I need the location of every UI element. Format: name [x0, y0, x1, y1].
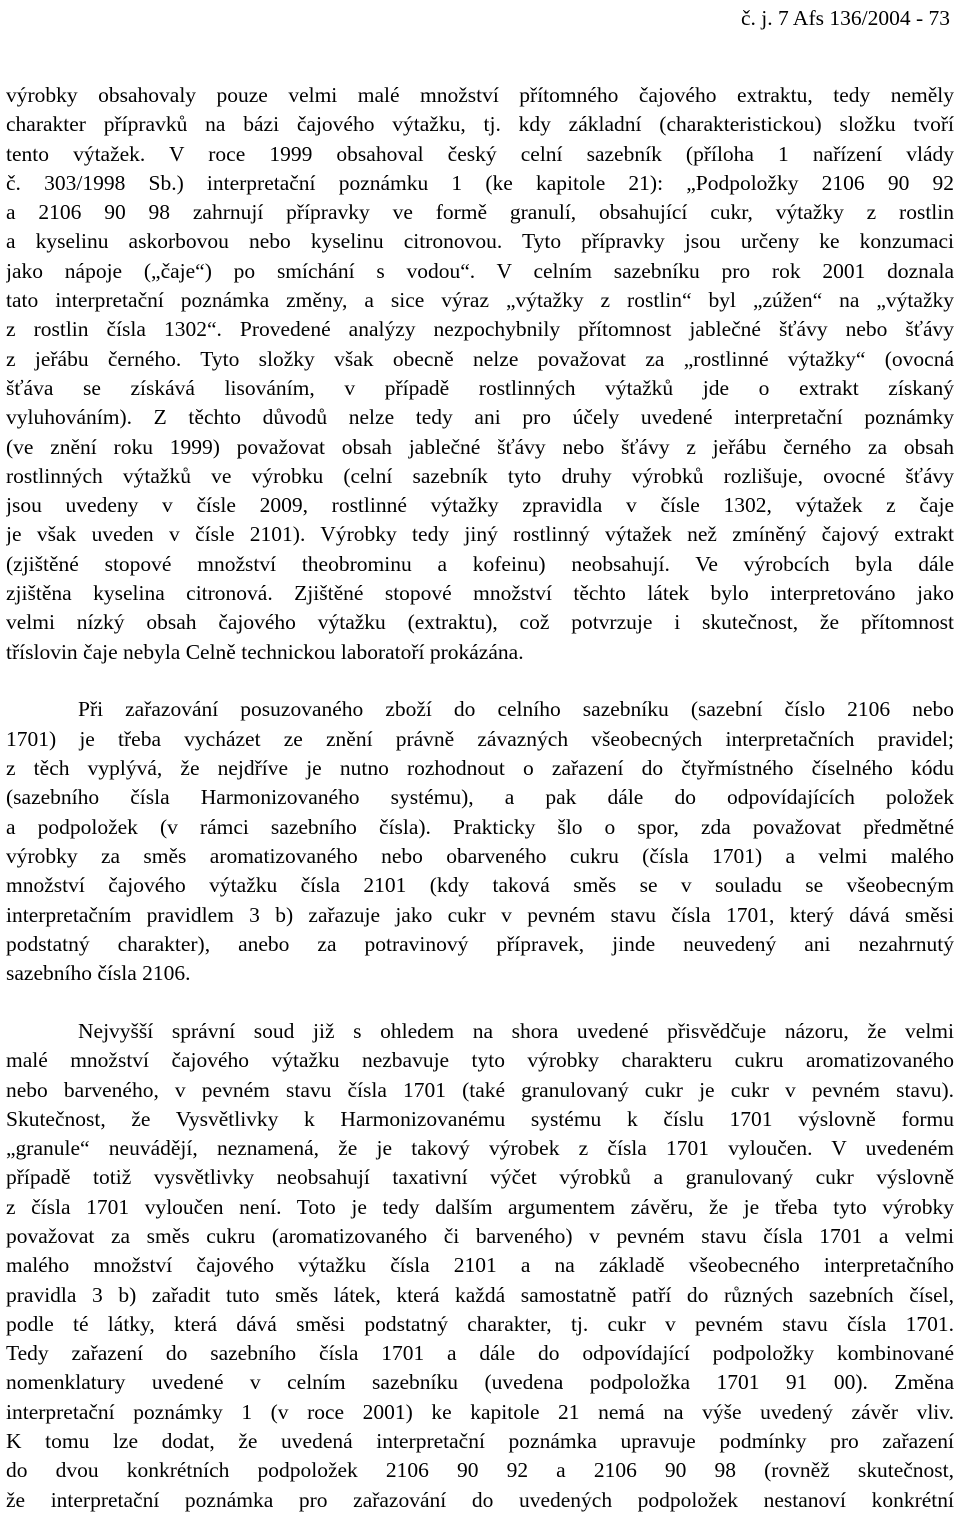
text-line: podle té látky, která dává směsi podstatný charakter, tj. cukr v pevném stavu čísla 1701.: [6, 1311, 954, 1336]
text-line: vyluhováním). Z těchto důvodů nelze tedy ani pro účely uvedené interpretační poznámky: [6, 405, 954, 430]
text-line: podstatný charakter), anebo za potravinový přípravek, jinde neuvedený ani nezahrnutý: [6, 931, 954, 956]
text-line: Při zařazování posuzovaného zboží do celního sazebníku (sazební číslo 2106 nebo: [78, 697, 954, 722]
text-line: sazebního čísla 2106.: [6, 961, 191, 986]
text-line: charakter přípravků na bázi čajového výtažku, tj. kdy základní (charakteristickou) složku tvoří: [6, 112, 954, 137]
text-line: jsou uvedeny v čísle 2009, rostlinné výtažky zpravidla v čísle 1302, výtažek z čaje: [6, 493, 954, 518]
text-line: „granule“ neuvádějí, neznamená, že je takový výrobek z čísla 1701 vyloučen. V uvedeném: [6, 1136, 954, 1161]
text-line: a kyselinu askorbovou nebo kyselinu citronovou. Tyto přípravky jsou určeny ke konzumaci: [6, 229, 954, 254]
text-line: tříslovin čaje nebyla Celně technickou laboratoří prokázána.: [6, 639, 524, 664]
text-line: Tedy zařazení do sazebního čísla 1701 a dále do odpovídající podpoložky kombinované: [6, 1341, 954, 1366]
text-line: považovat za směs cukru (aromatizovaného či barveného) v pevném stavu čísla 1701 a velmi: [6, 1223, 954, 1248]
text-line: je však uveden v čísle 2101). Výrobky tedy jiný rostlinný výtažek než zmíněný čajový extrakt: [6, 522, 954, 547]
text-line: množství čajového výtažku čísla 2101 (kdy taková směs se v souladu se všeobecným: [6, 873, 954, 898]
text-line: výrobky za směs aromatizovaného nebo obarveného cukru (čísla 1701) a velmi malého: [6, 843, 954, 868]
text-line: šťáva se získává lisováním, v případě rostlinných výtažků jde o extrakt získaný: [6, 375, 954, 400]
text-line: č. 303/1998 Sb.) interpretační poznámku 1 (ke kapitole 21): „Podpoložky 2106 90 92: [6, 170, 954, 195]
text-line: do dvou konkrétních podpoložek 2106 90 92 a 2106 90 98 (rovněž skutečnost,: [6, 1458, 954, 1483]
text-line: rostlinných výtažků ve výrobku (celní sazebník tyto druhy výrobků rozlišuje, ovocné šťávy: [6, 463, 954, 488]
case-number-header: č. j. 7 Afs 136/2004 - 73: [740, 6, 950, 30]
text-line: zjištěna kyselina citronová. Zjištěné stopové množství těchto látek bylo interpretováno jako: [6, 581, 954, 606]
text-line: výrobky obsahovaly pouze velmi malé množství přítomného čajového extraktu, tedy neměly: [6, 83, 954, 107]
text-line: nebo barveného, v pevném stavu čísla 1701 (také granulovaný cukr je cukr v pevném stavu).: [6, 1077, 954, 1102]
text-line: malého množství čajového výtažku čísla 2101 a na základě všeobecného interpretačního: [6, 1253, 954, 1278]
text-line: z rostlin čísla 1302“. Provedené analýzy nezpochybnily přítomnost jablečné šťávy nebo šťávy: [6, 317, 954, 342]
text-line: (zjištěné stopové množství theobrominu a kofeinu) neobsahují. Ve výrobcích byla dále: [6, 551, 954, 576]
text-line: pravidla 3 b) zařadit tuto směs látek, která každá samostatně patří do různých sazebních čísel,: [6, 1282, 954, 1307]
text-line: tato interpretační poznámka změny, a sice výraz „výtažky z rostlin“ byl „zúžen“ na „výtažky: [6, 288, 954, 313]
text-line: z těch vyplývá, že nejdříve je nutno rozhodnout o zařazení do čtyřmístného číselného kódu: [6, 756, 954, 781]
paragraph-1: [6, 81, 954, 667]
text-line: a 2106 90 98 zahrnují přípravky ve formě granulí, obsahující cukr, výtažky z rostlin: [6, 200, 954, 225]
text-line: tento výtažek. V roce 1999 obsahoval český celní sazebník (příloha 1 nařízení vlády: [6, 141, 954, 166]
paragraph-3: [6, 1017, 954, 1515]
document-body: [6, 81, 954, 1515]
text-line: že interpretační poznámka pro zařazování do uvedených podpoložek nestanoví konkrétní: [6, 1487, 954, 1512]
text-line: interpretačním pravidlem 3 b) zařazuje jako cukr v pevném stavu čísla 1701, který dává směsi: [6, 902, 954, 927]
text-line: z čísla 1701 vyloučen není. Toto je tedy dalším argumentem závěru, že je třeba tyto výrobky: [6, 1194, 954, 1219]
text-line: K tomu lze dodat, že uvedená interpretační poznámka upravuje podmínky pro zařazení: [6, 1429, 954, 1454]
text-line: 1701) je třeba vycházet ze znění právně závazných všeobecných interpretačních pravidel;: [6, 726, 954, 751]
text-line: (ve znění roku 1999) považovat obsah jablečné šťávy nebo šťávy z jeřábu černého za obsah: [6, 434, 954, 459]
text-line: a podpoložek (v rámci sazebního čísla). Prakticky šlo o spor, zda považovat předmětné: [6, 814, 954, 839]
text-line: jako nápoje („čaje“) po smíchání s vodou“. V celním sazebníku pro rok 2001 doznala: [6, 258, 954, 283]
text-line: Skutečnost, že Vysvětlivky k Harmonizovanému systému k číslu 1701 výslovně formu: [6, 1106, 954, 1131]
text-line: (sazebního čísla Harmonizovaného systému), a pak dále do odpovídajících položek: [6, 785, 954, 810]
text-line: z jeřábu černého. Tyto složky však obecně nelze považovat za „rostlinné výtažky“ (ovocná: [6, 346, 954, 371]
paragraph-2: [6, 695, 954, 988]
text-line: velmi nízký obsah čajového výtažku (extraktu), což potvrzuje i skutečnost, že přítomnost: [6, 610, 954, 635]
text-line: malé množství čajového výtažku nezbavuje tyto výrobky charakteru cukru aromatizovaného: [6, 1048, 954, 1073]
text-line: Nejvyšší správní soud již s ohledem na shora uvedené přisvědčuje názoru, že velmi: [78, 1018, 954, 1043]
text-line: interpretační poznámky 1 (v roce 2001) ke kapitole 21 nemá na výše uvedený závěr vliv.: [6, 1399, 954, 1424]
text-line: případě totiž vysvětlivky neobsahují taxativní výčet výrobků a granulovaný cukr výslovně: [6, 1165, 954, 1190]
text-line: nomenklatury uvedené v celním sazebníku (uvedena podpoložka 1701 91 00). Změna: [6, 1370, 954, 1395]
